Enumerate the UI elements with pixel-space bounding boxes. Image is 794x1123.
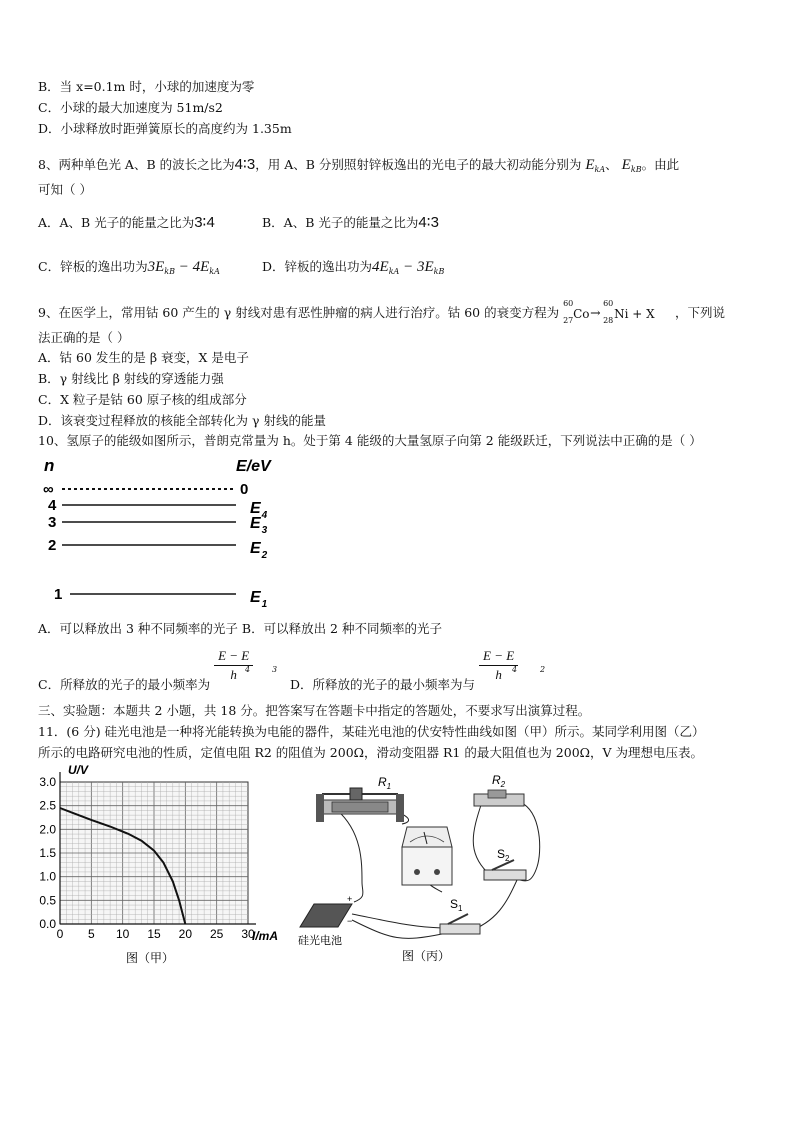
level-n-1: 1 (54, 586, 63, 603)
level-e-1: E (250, 589, 261, 606)
x-tick-label: 15 (147, 927, 161, 941)
svg-text:S2: $S_2$ (497, 847, 510, 863)
section-3-title: 三、实验题：本题共 2 小题，共 18 分。把答案写在答题卡中指定的答题处，不要求写出演算过程。 (38, 703, 591, 718)
x-tick-label: 5 (87, 927, 95, 941)
q11-line1: 11．(6 分) 硅光电池是一种将光能转换为电能的器件，某硅光电池的伏安特性曲线如图（甲）所示。某同学利用图（乙） (38, 724, 705, 739)
q10-c-sub-4: 4 (245, 665, 251, 674)
energy-axis-label: E/eV (236, 458, 271, 475)
q9-option-b: B．γ 射线比 β 射线的穿透能力强 (38, 371, 224, 386)
q10-d-fraction: $\frac{E - E}{h}$ (479, 648, 518, 683)
n-axis-label: n (44, 456, 55, 475)
y-axis-label: U/V (68, 763, 89, 777)
silicon-photocell (298, 894, 352, 947)
y-tick-label: 1.0 (39, 869, 56, 884)
circuit-diagram (292, 772, 552, 970)
x-tick-label: 0 (56, 927, 64, 941)
level-e-3: E (250, 515, 261, 532)
wire (520, 802, 540, 881)
q10-d-sub-4: 4 (512, 665, 518, 674)
q9-stem-line2: 法正确的是（ ） (38, 330, 130, 345)
svg-text:E3: $E_3$ (250, 515, 268, 536)
x-tick-label: 20 (178, 927, 193, 941)
y-tick-label: 2.0 (39, 822, 56, 837)
energy-level-diagram (40, 457, 290, 617)
x-tick-label: 30 (241, 927, 255, 941)
y-tick-label: 3.0 (39, 775, 56, 789)
svg-text:硅光电池: 硅光电池 (298, 935, 342, 947)
y-tick-label: 1.5 (39, 846, 56, 860)
y-tick-label: 2.5 (39, 798, 56, 813)
q9-option-c: C．X 粒子是钴 60 原子核的组成部分 (38, 392, 247, 407)
svg-text:R2: $R_2$ (492, 773, 506, 789)
svg-text:E4: $E_4$ (250, 500, 268, 521)
q8-eka: E (585, 157, 595, 173)
y-tick-label: 0.5 (39, 893, 56, 908)
svg-text:+: + (347, 894, 353, 904)
q9-option-a: A．钴 60 发生的是 β 衰变，X 是电子 (38, 350, 249, 365)
q9-stem: 9、在医学上，常用钴 60 产生的 γ 射线对患有恶性肿瘤的病人进行治疗。钴 60 的衰变方程为 60 27 Co → 60 28 Ni + X ，下列说 (38, 298, 726, 325)
q8-stem: 8、两种单色光 A、B 的波长之比为4∶3，用 A、B 分别照射锌板逸出的光电子的最大初动能分别为 $E_{kA}$、 $E_{kB}$。由此 (38, 156, 680, 174)
q8-ekb: E (621, 157, 631, 173)
q7-option-c: C．小球的最大加速度为 51m/s2 (38, 100, 223, 115)
q8-ratio: 4∶3 (234, 156, 256, 173)
wire (352, 914, 442, 928)
level-n-inf: ∞ (43, 481, 54, 498)
q8-option-a: A．A、B 光子的能量之比为3∶4 (38, 214, 215, 231)
level-e-2: E (250, 540, 261, 557)
x-tick-label: 25 (209, 927, 224, 941)
voltmeter (402, 827, 452, 885)
q9-option-d: D．该衰变过程释放的核能全部转化为 γ 射线的能量 (38, 413, 326, 428)
q8-option-d: D．锌板的逸出功为$4E_{kA} - 3E_{kB}$ (262, 259, 445, 276)
svg-text:E1: $E_1$ (250, 589, 268, 610)
rheostat-r1 (316, 775, 404, 822)
q11-line2: 所示的电路研究电池的性质，定值电阻 R2 的阻值为 200Ω，滑动变阻器 R1 的最大阻值也为 200Ω，V 为理想电压表。 (38, 745, 704, 760)
y-tick-label: 0.0 (39, 917, 56, 931)
resistor-r2 (474, 773, 524, 806)
x-axis-label: I/mA (252, 929, 279, 943)
svg-text:−: − (347, 916, 353, 926)
chart-caption: 图（甲） (126, 951, 175, 965)
svg-text:S1: $S_1$ (450, 897, 463, 913)
level-n-2: 2 (48, 537, 57, 554)
q10-c-sub-3: 3 (272, 665, 278, 674)
iv-characteristic-chart (28, 762, 279, 967)
x-tick-label: 10 (115, 927, 130, 941)
q10-option-d: D．所释放的光子的最小频率为与 $\frac{E - E}{h}$ (290, 658, 518, 688)
q8-option-c: C．锌板的逸出功为$3E_{kB} - 4E_{kA}$ (38, 259, 220, 276)
svg-text:R1: $R_1$ (378, 775, 392, 791)
q7-option-b: B．当 x=0.1m 时，小球的加速度为零 (38, 79, 255, 94)
svg-text:E2: $E_2$ (250, 540, 268, 561)
q8-option-b: B．A、B 光子的能量之比为4∶3 (262, 214, 439, 231)
q10-options-ab: A．可以释放出 3 种不同频率的光子 B．可以释放出 2 种不同频率的光子 (38, 621, 442, 636)
wire (473, 802, 487, 872)
level-n-3: 3 (48, 514, 57, 531)
circuit-caption: 图（丙） (402, 949, 451, 963)
level-e-inf: 0 (240, 481, 249, 498)
switch-s1 (440, 897, 480, 934)
level-e-4: E (250, 500, 261, 517)
q10-c-fraction: $\frac{E - E}{h}$ (214, 648, 253, 683)
q10-stem: 10、氢原子的能级如图所示，普朗克常量为 h。处于第 4 能级的大量氢原子向第 2 能级跃迁，下列说法中正确的是（ ） (38, 433, 702, 448)
switch-s2 (484, 847, 526, 880)
q10-option-c: C．所释放的光子的最小频率为 $\frac{E - E}{h}$ (38, 658, 253, 688)
level-n-4: 4 (48, 497, 57, 514)
wire (337, 810, 363, 902)
q7-option-d: D．小球释放时距弹簧原长的高度约为 1.35m (38, 121, 292, 136)
q8-stem-line2: 可知（ ） (38, 182, 92, 197)
q9-decay-equation: 60 27 Co → 60 28 Ni + X (563, 298, 655, 325)
q10-d-sub-2: 2 (540, 665, 546, 674)
